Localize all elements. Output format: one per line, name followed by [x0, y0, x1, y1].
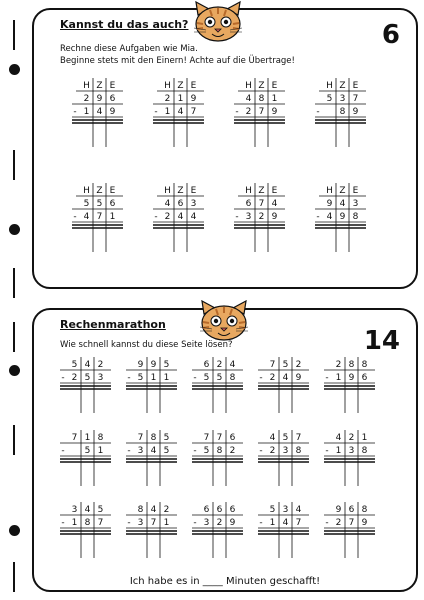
minus-sign: - [259, 373, 263, 383]
minus-sign: - [154, 212, 158, 222]
digit: 8 [137, 505, 144, 515]
minus-sign: - [193, 446, 197, 456]
subtraction-problem [192, 502, 252, 558]
digit: 3 [137, 518, 144, 528]
digit: 4 [150, 505, 157, 515]
digit: 3 [282, 446, 289, 456]
subtraction-problem [315, 78, 375, 147]
digit: 1 [361, 433, 368, 443]
digit: 5 [84, 373, 91, 383]
minus-sign: - [154, 107, 158, 117]
subtraction-problem [324, 430, 384, 486]
digit: 7 [71, 433, 78, 443]
digit: 2 [216, 360, 223, 370]
footer-text: Ich habe es in ____ Minuten geschafft! [129, 576, 321, 587]
digit: 8 [216, 446, 223, 456]
subtraction-problem [72, 183, 132, 252]
digit: 1 [163, 518, 170, 528]
minus-sign: - [73, 107, 77, 117]
digit: 7 [96, 212, 103, 222]
subtraction-problem [324, 357, 384, 413]
digit: 3 [97, 373, 104, 383]
place-value-label: Z [339, 186, 346, 196]
margin-tick [13, 20, 15, 50]
digit: 1 [335, 446, 342, 456]
binder-hole [9, 525, 20, 536]
minus-sign: - [127, 446, 131, 456]
digit: 9 [190, 94, 197, 104]
digit: 9 [295, 373, 302, 383]
digit: 3 [352, 199, 359, 209]
place-value-label: Z [177, 186, 184, 196]
subtraction-problem [192, 357, 252, 413]
digit: 6 [348, 505, 355, 515]
digit: 2 [335, 360, 342, 370]
place-value-label: E [109, 186, 116, 196]
digit: 2 [164, 94, 171, 104]
minus-sign: - [73, 212, 77, 222]
minus-sign: - [61, 518, 65, 528]
digit: 6 [361, 373, 368, 383]
place-value-label: H [83, 81, 90, 91]
minus-sign: - [259, 518, 263, 528]
digit: 7 [295, 433, 302, 443]
instruction-line: Rechne diese Aufgaben wie Mia. [60, 44, 198, 54]
place-value-label: H [245, 186, 252, 196]
digit: 5 [203, 373, 210, 383]
digit: 6 [109, 199, 116, 209]
minus-sign: - [316, 212, 320, 222]
digit: 3 [190, 199, 197, 209]
digit: 4 [295, 505, 302, 515]
place-value-label: E [190, 81, 197, 91]
digit: 5 [326, 94, 333, 104]
subtraction-problem [153, 78, 213, 147]
digit: 2 [295, 360, 302, 370]
digit: 9 [361, 518, 368, 528]
digit: 1 [150, 373, 157, 383]
margin-tick [13, 322, 15, 352]
digit: 9 [109, 107, 116, 117]
place-value-label: Z [258, 81, 265, 91]
place-value-label: Z [96, 186, 103, 196]
margin-tick [13, 425, 15, 455]
minus-sign: - [259, 446, 263, 456]
digit: 5 [137, 373, 144, 383]
place-value-label: Z [258, 186, 265, 196]
question-text: Wie schnell kannst du diese Seite lösen? [60, 340, 233, 350]
digit: 5 [216, 373, 223, 383]
digit: 2 [269, 373, 276, 383]
subtraction-problem [72, 78, 132, 147]
digit: 2 [229, 446, 236, 456]
subtraction-problem [324, 502, 384, 558]
digit: 6 [229, 433, 236, 443]
place-value-label: H [83, 186, 90, 196]
subtraction-problem [258, 357, 318, 413]
minus-sign: - [193, 373, 197, 383]
place-value-label: E [190, 186, 197, 196]
digit: 4 [269, 433, 276, 443]
subtraction-problem [60, 430, 120, 486]
digit: 8 [229, 373, 236, 383]
digit: 2 [348, 433, 355, 443]
subtraction-problem [315, 183, 375, 252]
digit: 4 [326, 212, 333, 222]
digit: 4 [150, 446, 157, 456]
digit: 5 [84, 446, 91, 456]
digit: 1 [109, 212, 116, 222]
subtraction-problem [60, 502, 120, 558]
digit: 7 [137, 433, 144, 443]
digit: 3 [203, 518, 210, 528]
digit: 2 [97, 360, 104, 370]
digit: 7 [258, 107, 265, 117]
place-value-label: Z [177, 81, 184, 91]
digit: 3 [245, 212, 252, 222]
digit: 6 [109, 94, 116, 104]
digit: 8 [361, 505, 368, 515]
minus-sign: - [61, 373, 65, 383]
subtraction-problem [126, 430, 186, 486]
digit: 6 [177, 199, 184, 209]
cat-face-icon [192, 1, 244, 47]
digit: 5 [71, 360, 78, 370]
digit: 5 [83, 199, 90, 209]
subtraction-problem [126, 357, 186, 413]
digit: 7 [352, 94, 359, 104]
digit: 7 [97, 518, 104, 528]
digit: 1 [97, 446, 104, 456]
subtraction-problem [126, 502, 186, 558]
digit: 3 [71, 505, 78, 515]
digit: 8 [361, 446, 368, 456]
digit: 1 [84, 433, 91, 443]
digit: 8 [258, 94, 265, 104]
digit: 9 [271, 212, 278, 222]
digit: 7 [269, 360, 276, 370]
digit: 4 [96, 107, 103, 117]
digit: 4 [164, 199, 171, 209]
digit: 4 [245, 94, 252, 104]
digit: 5 [282, 360, 289, 370]
minus-sign: - [325, 373, 329, 383]
minus-sign: - [325, 446, 329, 456]
digit: 5 [163, 446, 170, 456]
digit: 4 [177, 212, 184, 222]
minus-sign: - [235, 212, 239, 222]
digit: 2 [245, 107, 252, 117]
digit: 7 [295, 518, 302, 528]
place-value-label: E [352, 81, 359, 91]
place-value-label: Z [96, 81, 103, 91]
digit: 6 [245, 199, 252, 209]
subtraction-problem [258, 430, 318, 486]
subtraction-problem [234, 183, 294, 252]
card-title: Kannst du das auch? [60, 18, 189, 31]
margin-tick [13, 150, 15, 180]
digit: 3 [339, 94, 346, 104]
digit: 6 [203, 360, 210, 370]
minus-sign: - [325, 518, 329, 528]
place-value-label: H [326, 81, 333, 91]
digit: 7 [203, 433, 210, 443]
page-number: 14 [363, 326, 400, 356]
digit: 9 [326, 199, 333, 209]
subtraction-problem [192, 430, 252, 486]
digit: 9 [150, 360, 157, 370]
minus-sign: - [316, 107, 320, 117]
digit: 4 [282, 518, 289, 528]
digit: 4 [335, 433, 342, 443]
digit: 2 [163, 505, 170, 515]
digit: 7 [190, 107, 197, 117]
digit: 4 [83, 212, 90, 222]
digit: 5 [269, 505, 276, 515]
page-number: 6 [381, 20, 400, 50]
digit: 5 [96, 199, 103, 209]
digit: 4 [339, 199, 346, 209]
binder-hole [9, 365, 20, 376]
minus-sign: - [193, 518, 197, 528]
digit: 8 [295, 446, 302, 456]
place-value-label: E [109, 81, 116, 91]
instruction-line: Beginne stets mit den Einern! Achte auf die Übertrage! [60, 56, 295, 66]
digit: 9 [271, 107, 278, 117]
digit: 8 [348, 360, 355, 370]
place-value-label: H [245, 81, 252, 91]
digit: 1 [71, 518, 78, 528]
digit: 3 [282, 505, 289, 515]
digit: 8 [84, 518, 91, 528]
subtraction-problem [258, 502, 318, 558]
place-value-label: H [164, 186, 171, 196]
card-title: Rechenmarathon [60, 318, 166, 331]
digit: 9 [229, 518, 236, 528]
binder-hole [9, 224, 20, 235]
digit: 2 [216, 518, 223, 528]
digit: 3 [137, 446, 144, 456]
place-value-label: H [326, 186, 333, 196]
digit: 5 [203, 446, 210, 456]
digit: 9 [339, 212, 346, 222]
digit: 2 [335, 518, 342, 528]
subtraction-problem [60, 357, 120, 413]
digit: 7 [150, 518, 157, 528]
digit: 1 [271, 94, 278, 104]
digit: 8 [97, 433, 104, 443]
digit: 2 [164, 212, 171, 222]
digit: 8 [339, 107, 346, 117]
digit: 9 [352, 107, 359, 117]
minus-sign: - [61, 446, 65, 456]
cat-face-icon [198, 300, 250, 346]
digit: 2 [83, 94, 90, 104]
digit: 9 [335, 505, 342, 515]
digit: 2 [269, 446, 276, 456]
digit: 9 [348, 373, 355, 383]
digit: 8 [150, 433, 157, 443]
digit: 6 [216, 505, 223, 515]
digit: 5 [163, 360, 170, 370]
minus-sign: - [235, 107, 239, 117]
digit: 4 [190, 212, 197, 222]
digit: 4 [84, 505, 91, 515]
subtraction-problem [234, 78, 294, 147]
subtraction-problem [153, 183, 213, 252]
digit: 1 [163, 373, 170, 383]
minus-sign: - [127, 518, 131, 528]
digit: 7 [348, 518, 355, 528]
digit: 1 [164, 107, 171, 117]
place-value-label: E [271, 186, 278, 196]
digit: 4 [84, 360, 91, 370]
digit: 9 [137, 360, 144, 370]
digit: 4 [229, 360, 236, 370]
digit: 8 [361, 360, 368, 370]
minus-sign: - [127, 373, 131, 383]
digit: 5 [163, 433, 170, 443]
place-value-label: E [271, 81, 278, 91]
binder-hole [9, 64, 20, 75]
place-value-label: H [164, 81, 171, 91]
digit: 8 [352, 212, 359, 222]
digit: 9 [96, 94, 103, 104]
digit: 2 [71, 373, 78, 383]
digit: 4 [271, 199, 278, 209]
digit: 5 [282, 433, 289, 443]
digit: 3 [348, 446, 355, 456]
digit: 7 [216, 433, 223, 443]
place-value-label: E [352, 186, 359, 196]
digit: 5 [97, 505, 104, 515]
digit: 2 [258, 212, 265, 222]
digit: 1 [269, 518, 276, 528]
digit: 6 [203, 505, 210, 515]
place-value-label: Z [339, 81, 346, 91]
digit: 1 [335, 373, 342, 383]
margin-tick [13, 562, 15, 592]
margin-tick [13, 268, 15, 298]
digit: 7 [258, 199, 265, 209]
digit: 4 [282, 373, 289, 383]
digit: 6 [229, 505, 236, 515]
digit: 1 [83, 107, 90, 117]
digit: 4 [177, 107, 184, 117]
digit: 1 [177, 94, 184, 104]
